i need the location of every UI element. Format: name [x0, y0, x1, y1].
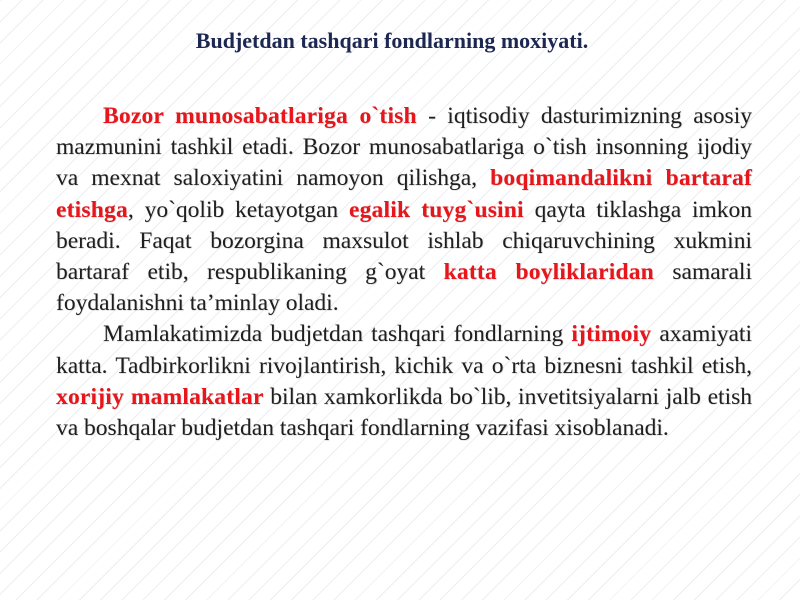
paragraph-market-transition: [56, 101, 752, 319]
text-segment: - iqtisodiy dasturimizning asosiy mazmunini tashkil etadi. Bozor munosabatlariga o`tish insonning ijodiy va mexnat saloxiyatini namoyon qilishga,: [56, 103, 752, 192]
highlight-phrase: egalik tuyg`usini: [348, 196, 524, 223]
highlight-phrase: ijtimoiy: [571, 321, 652, 348]
text-segment: axamiyati katta. Tadbirkorlikni rivojlantirish, kichik va o`rta biznesni tashkil etish,: [56, 321, 752, 379]
highlight-phrase: Bozor munosabatlariga o`tish: [103, 103, 417, 129]
text-segment: , yo`qolib ketayotgan: [127, 196, 349, 223]
highlight-phrase: katta boyliklaridan: [443, 259, 654, 286]
text-segment: qayta tiklashga imkon beradi. Faqat bozorgina maxsulot ishlab chiqaruvchining xukmini bartaraf etib, respublikaning g`oyat: [56, 196, 753, 286]
highlight-phrase: boqimandalikni bartaraf etishga: [56, 165, 753, 223]
slide-title: Budjetdan tashqari fondlarning moxiyati.: [195, 28, 589, 53]
text-segment: Mamlakatimizda budjetdan tashqari fondlarning: [103, 321, 572, 348]
highlight-phrase: xorijiy mamlakatlar: [56, 383, 264, 410]
slide-body: [56, 101, 752, 444]
text-segment: samarali foydalanishni ta’minlay oladi.: [56, 259, 752, 317]
text-segment: bilan xamkorlikda bo`lib, invetitsiyalarni jalb etish va boshqalar budjetdan tashqari fondlarning vazifasi xisoblanadi.: [56, 383, 752, 442]
paragraph-offbudget-funds: [56, 319, 752, 444]
